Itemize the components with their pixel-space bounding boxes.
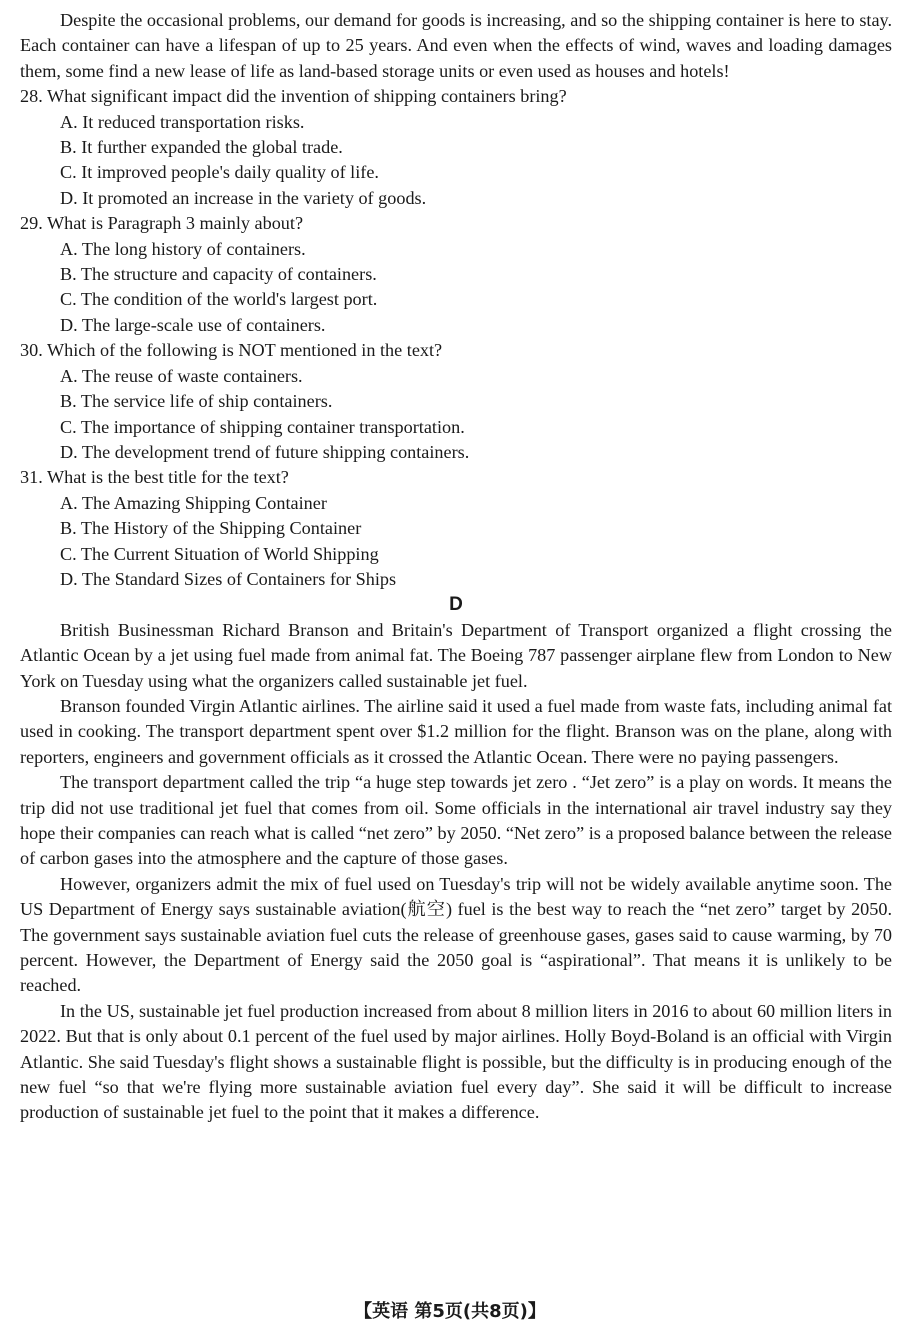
option-c: C. The Current Situation of World Shipping xyxy=(60,543,379,564)
document-page xyxy=(20,8,892,1126)
option-a: A. The Amazing Shipping Container xyxy=(60,492,327,513)
question-stem: 31. What is the best title for the text? xyxy=(20,467,289,488)
option-b: B. The structure and capacity of containers. xyxy=(60,264,377,285)
question-stem: 29. What is Paragraph 3 mainly about? xyxy=(20,213,304,234)
options-list xyxy=(20,491,892,593)
option-b: B. The History of the Shipping Container xyxy=(60,518,362,539)
option-c: C. The importance of shipping container transportation. xyxy=(60,416,465,437)
passage-paragraph: Branson founded Virgin Atlantic airlines. The airline said it used a fuel made from waste fats, including animal fat used in cooking. The transport department spent over $1.2 million for the flight. Branson was on the plane, along with reporters, engineers and government officials as it crossed the Atlantic Ocean. There were no paying passengers. xyxy=(20,695,892,767)
passage-paragraph: However, organizers admit the mix of fuel used on Tuesday's trip will not be widely available anytime soon. The US Department of Energy says sustainable aviation(航空) fuel is the best way to reach the “net zero” target by 2050. The government says sustainable aviation fuel cuts the release of greenhouse gases, gases said to cause warming, by 70 percent. However, the Department of Energy said the 2050 goal is “aspirational”. That means it is unlikely to be reached. xyxy=(20,873,892,996)
option-d: D. The development trend of future shipping containers. xyxy=(60,441,470,462)
option-d: D. The large-scale use of containers. xyxy=(60,314,326,335)
question-31 xyxy=(20,465,892,592)
section-title: D xyxy=(449,594,463,616)
passage-paragraph: British Businessman Richard Branson and Britain's Department of Transport organized a flight crossing the Atlantic Ocean by a jet using fuel made from animal fat. The Boeing 787 passenger airplane flew from London to New York on Tuesday using what the organizers called sustainable jet fuel. xyxy=(20,619,892,691)
page-footer: 【英语 第5页(共8页)】 xyxy=(354,1301,546,1322)
question-28 xyxy=(20,84,892,211)
option-a: A. It reduced transportation risks. xyxy=(60,111,305,132)
options-list xyxy=(20,237,892,339)
passage-paragraph: The transport department called the trip “a huge step towards jet zero . “Jet zero” is a play on words. It means the trip did not use traditional jet fuel that comes from oil. Some officials in the international air travel industry say they hope their companies can reach what is called “net zero” by 2050. “Net zero” is a proposed balance between the release of carbon gases into the atmosphere and the capture of those gases. xyxy=(20,772,892,869)
option-d: D. The Standard Sizes of Containers for Ships xyxy=(60,568,397,589)
option-a: A. The reuse of waste containers. xyxy=(60,365,303,386)
options-list xyxy=(20,110,892,212)
option-a: A. The long history of containers. xyxy=(60,238,306,259)
option-b: B. The service life of ship containers. xyxy=(60,391,333,412)
intro-paragraph: Despite the occasional problems, our demand for goods is increasing, and so the shipping container is here to stay. Each container can have a lifespan of up to 25 years. And even when the effects of wind, waves and loading damages them, some find a new lease of life as land-based storage units or even used as houses and hotels! xyxy=(20,10,892,81)
option-b: B. It further expanded the global trade. xyxy=(60,137,343,158)
options-list xyxy=(20,364,892,466)
option-c: C. The condition of the world's largest port. xyxy=(60,289,378,310)
question-stem: 30. Which of the following is NOT mentioned in the text? xyxy=(20,340,443,361)
passage-paragraph: In the US, sustainable jet fuel production increased from about 8 million liters in 2016 to about 60 million liters in 2022. But that is only about 0.1 percent of the fuel used by major airlines. Holly Boyd-Boland is an official with Virgin Atlantic. She said Tuesday's flight shows a sustainable flight is possible, but the difficulty is in producing enough of the new fuel “so that we're flying more sustainable aviation fuel every day”. She said it will be difficult to increase production of sustainable jet fuel to the point that it makes a difference. xyxy=(20,1000,892,1123)
option-c: C. It improved people's daily quality of life. xyxy=(60,162,379,183)
question-stem: 28. What significant impact did the invention of shipping containers bring? xyxy=(20,86,567,107)
question-29 xyxy=(20,211,892,338)
option-d: D. It promoted an increase in the variety of goods. xyxy=(60,187,427,208)
question-30 xyxy=(20,338,892,465)
